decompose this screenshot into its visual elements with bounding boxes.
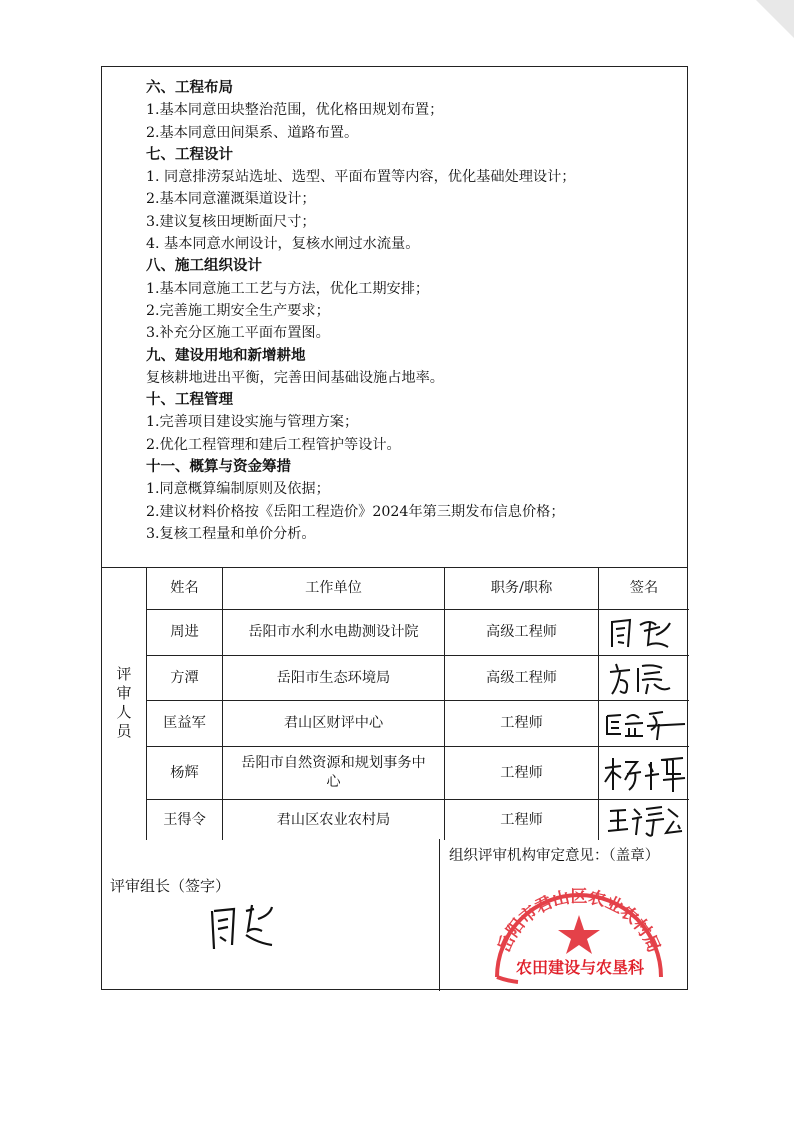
reviewer-signature: [599, 656, 689, 701]
reviewer-name: 匡益军: [147, 701, 223, 747]
opinion-item: 3.复核工程量和单价分析。: [146, 525, 316, 542]
opinion-item: 复核耕地进出平衡，完善田间基础设施占地率。: [146, 369, 444, 386]
header-unit: 工作单位: [223, 568, 445, 610]
reviewers-side-cell: [102, 568, 147, 840]
header-signature: 签名: [599, 568, 689, 610]
opinion-item: 2.基本同意灌溉渠道设计；: [146, 191, 316, 208]
opinion-item: 2.完善施工期安全生产要求；: [146, 302, 330, 319]
reviewer-unit: 君山区农业农村局: [223, 800, 445, 840]
section-heading: 八、施工组织设计: [146, 258, 262, 275]
section-heading: 十一、概算与资金筹措: [146, 459, 291, 476]
header-name: 姓名: [147, 568, 223, 610]
reviewers-side-label: 评审人员: [114, 666, 133, 742]
opinion-item: 1.完善项目建设实施与管理方案；: [146, 414, 359, 431]
opinion-item: 1. 同意排涝泵站选址、选型、平面布置等内容，优化基础处理设计；: [146, 169, 576, 186]
reviewer-unit: 岳阳市自然资源和规划事务中心: [223, 747, 445, 800]
handwritten-signature-icon: [604, 658, 684, 698]
section-heading: 九、建设用地和新增耕地: [146, 347, 306, 364]
official-seal: [470, 847, 688, 991]
opinion-item: 3.补充分区施工平面布置图。: [146, 325, 330, 342]
reviewer-signature: [599, 747, 689, 800]
section-heading: 七、工程设计: [146, 146, 233, 163]
reviewer-signature: [599, 701, 689, 747]
reviewer-signature: [599, 800, 689, 840]
leader-signature: [202, 901, 282, 957]
reviewer-name: 方潭: [147, 656, 223, 701]
reviewer-unit: 君山区财评中心: [223, 701, 445, 747]
reviewer-unit: 岳阳市水利水电勘测设计院: [223, 610, 445, 656]
org-approval-label: 组织评审机构审定意见：（盖章）: [449, 848, 660, 864]
reviewer-signature: [599, 610, 689, 656]
reviewer-unit: 岳阳市生态环境局: [223, 656, 445, 701]
approval-section: [102, 839, 687, 991]
handwritten-signature-icon: [604, 801, 684, 839]
opinion-item: 1.基本同意田块整治范围，优化格田规划布置；: [146, 102, 444, 119]
section-divider: [439, 839, 440, 991]
opinion-item: 4. 基本同意水闸设计，复核水闸过水流量。: [146, 236, 420, 253]
page-corner-fold: [756, 0, 794, 38]
review-opinions: [102, 77, 687, 545]
opinion-item: 2.基本同意田间渠系、道路布置。: [146, 124, 359, 141]
seal-org-text: 岳阳市君山区农业农村局: [494, 887, 664, 956]
reviewer-name: 周进: [147, 610, 223, 656]
reviewer-name: 杨辉: [147, 747, 223, 800]
reviewer-title: 工程师: [445, 800, 599, 840]
leader-label: 评审组长（签字）: [110, 877, 231, 895]
opinion-item: 2.优化工程管理和建后工程管护等设计。: [146, 436, 401, 453]
reviewer-title: 工程师: [445, 747, 599, 800]
opinion-item: 2.建议材料价格按《岳阳工程造价》2024年第三期发布信息价格；: [146, 503, 565, 520]
section-heading: 六、工程布局: [146, 80, 233, 96]
reviewer-title: 高级工程师: [445, 610, 599, 656]
opinion-item: 1.同意概算编制原则及依据；: [146, 481, 330, 498]
handwritten-signature-icon: [601, 750, 687, 796]
reviewer-title: 工程师: [445, 701, 599, 747]
handwritten-signature-icon: [601, 704, 687, 744]
header-title: 职务/职称: [445, 568, 599, 610]
handwritten-signature-icon: [604, 613, 684, 653]
review-form: [101, 66, 688, 990]
section-heading: 十、工程管理: [146, 392, 233, 409]
seal-dept-text: 农田建设与农垦科: [515, 958, 644, 977]
opinion-item: 1.基本同意施工工艺与方法，优化工期安排；: [146, 280, 430, 297]
reviewer-name: 王得令: [147, 800, 223, 840]
reviewer-table: [102, 567, 687, 840]
opinion-item: 3.建议复核田埂断面尺寸；: [146, 213, 316, 230]
reviewer-title: 高级工程师: [445, 656, 599, 701]
handwritten-signature-icon: [202, 901, 282, 953]
